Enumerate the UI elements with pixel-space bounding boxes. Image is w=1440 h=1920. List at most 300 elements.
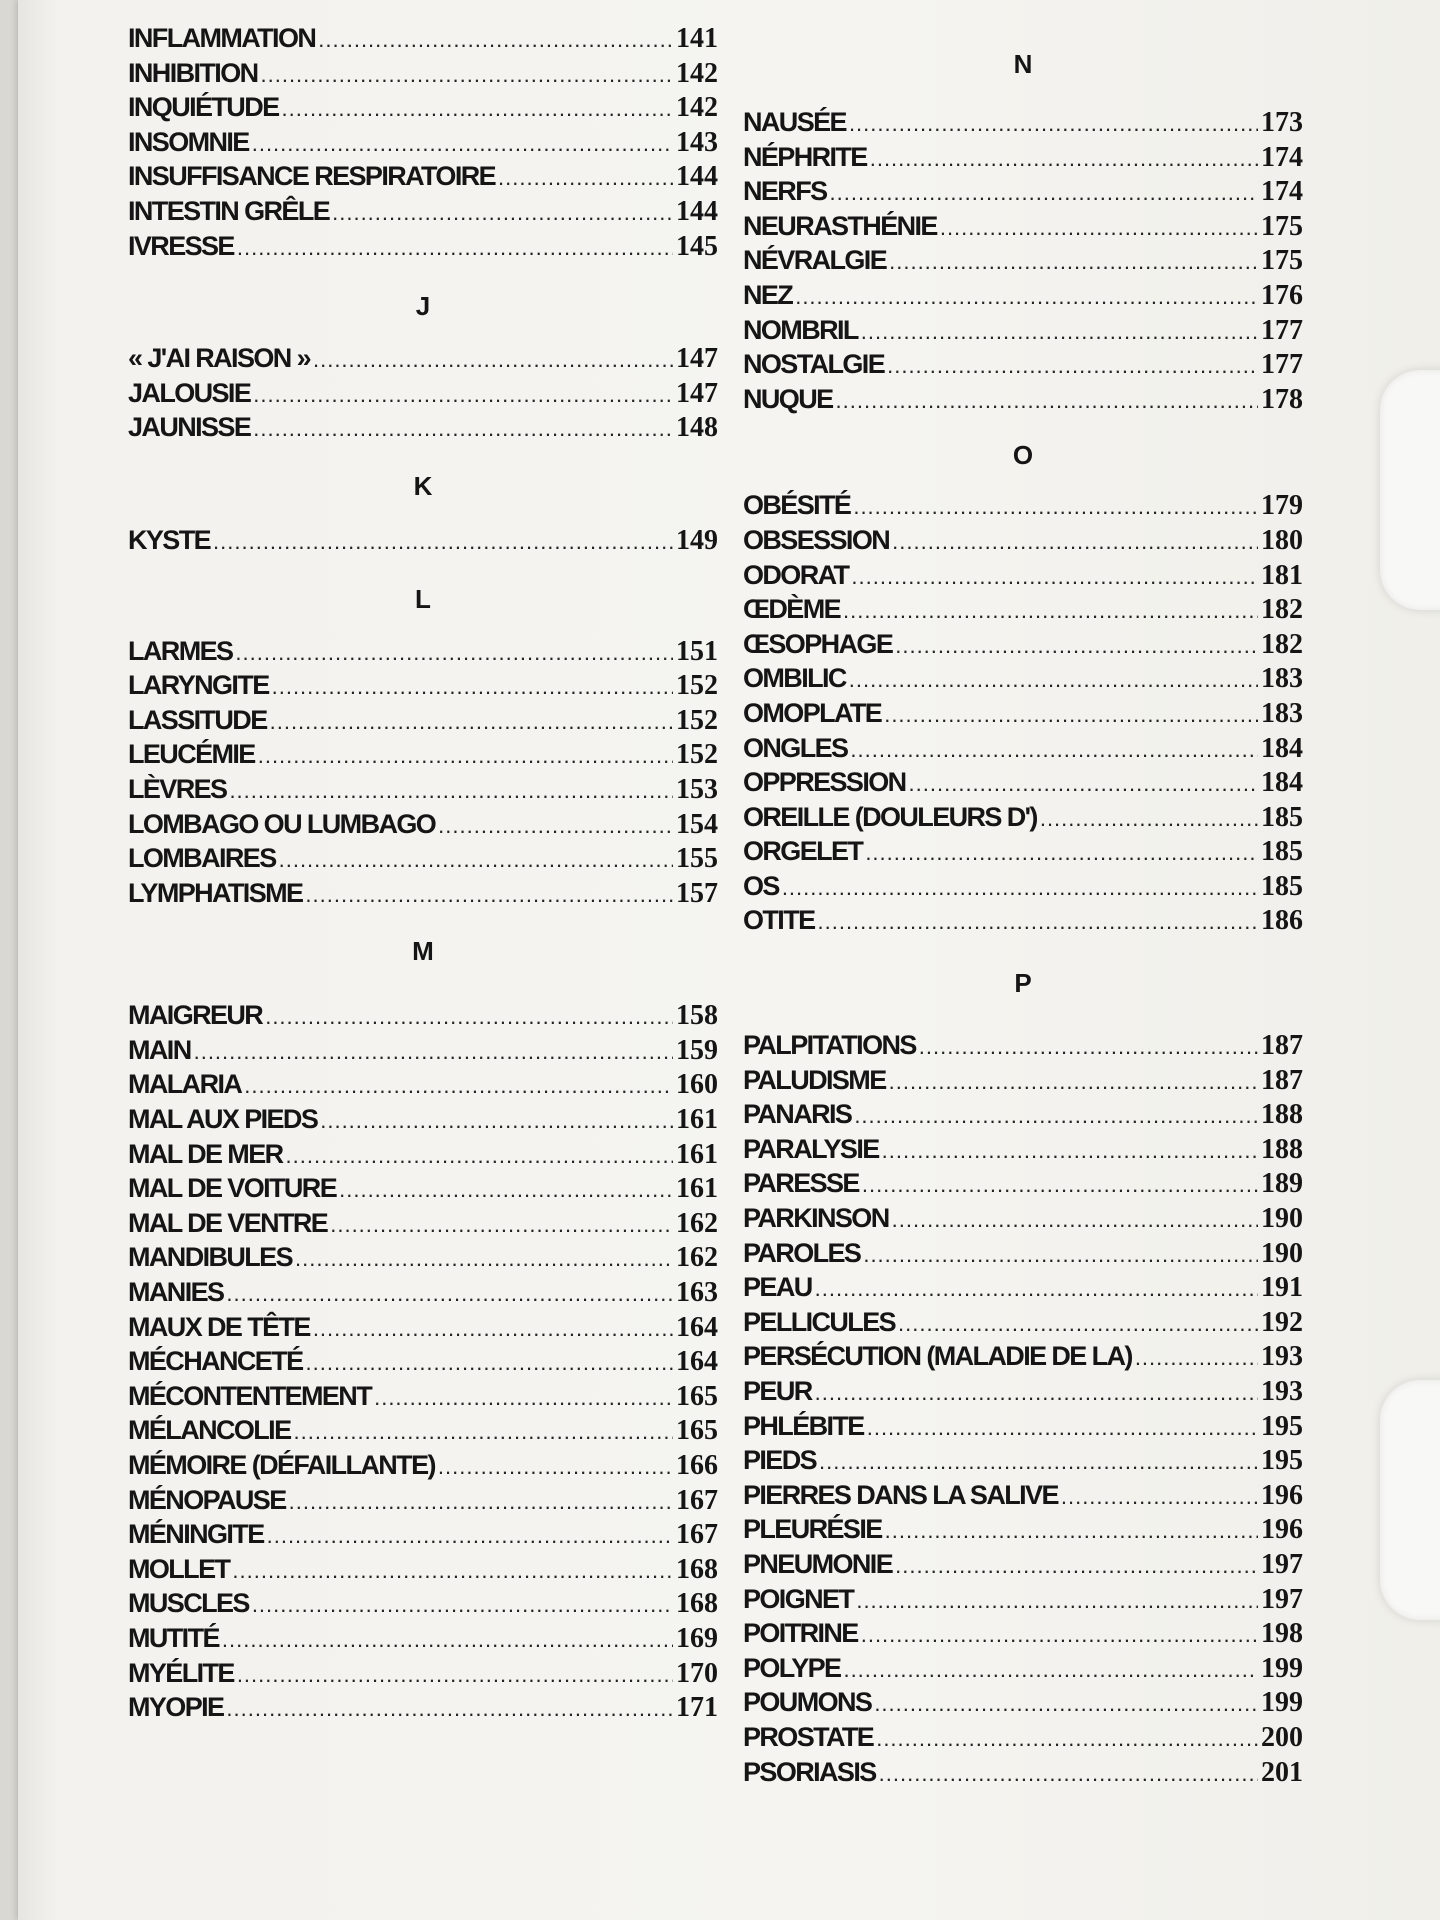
entry-page-number: 185 xyxy=(1261,870,1303,902)
entry-page-number: 165 xyxy=(676,1415,718,1447)
entry-term: MAIGREUR xyxy=(128,1000,263,1031)
entry-term: MÉCONTENTEMENT xyxy=(128,1380,372,1411)
dot-leader xyxy=(237,1658,673,1692)
dot-leader xyxy=(882,1134,1258,1168)
dot-leader xyxy=(295,1242,673,1276)
dot-leader xyxy=(1040,802,1258,836)
entry-term: OTITE xyxy=(743,905,815,936)
entry-page-number: 152 xyxy=(676,704,718,736)
entry-term: PAROLES xyxy=(743,1237,861,1268)
entry-page-number: 142 xyxy=(676,92,718,124)
index-entry xyxy=(128,1414,718,1449)
index-entry xyxy=(743,1029,1303,1064)
section-letter-o: O xyxy=(1012,440,1034,471)
entry-term: MÉLANCOLIE xyxy=(128,1415,291,1446)
index-entry xyxy=(128,342,718,377)
index-entry xyxy=(128,842,718,877)
index-entry xyxy=(128,1172,718,1207)
dot-leader xyxy=(898,1307,1258,1341)
entry-page-number: 189 xyxy=(1261,1168,1303,1200)
dot-leader xyxy=(895,629,1258,663)
entry-term: « J'AI RAISON » xyxy=(128,343,310,374)
entry-term: JALOUSIE xyxy=(128,377,251,408)
entry-page-number: 195 xyxy=(1261,1410,1303,1442)
entry-page-number: 154 xyxy=(676,808,718,840)
entry-page-number: 184 xyxy=(1261,767,1303,799)
entry-page-number: 143 xyxy=(676,126,718,158)
index-entry xyxy=(743,383,1303,418)
dot-leader xyxy=(892,1203,1258,1237)
dot-leader xyxy=(339,1173,673,1207)
entry-term: NOSTALGIE xyxy=(743,349,885,380)
dot-leader xyxy=(870,142,1258,176)
section-i xyxy=(128,22,718,264)
dot-leader xyxy=(815,1272,1258,1306)
entry-term: MÉNOPAUSE xyxy=(128,1484,286,1515)
entry-page-number: 148 xyxy=(676,412,718,444)
dot-leader xyxy=(265,1000,673,1034)
entry-term: PNEUMONIE xyxy=(743,1548,893,1579)
index-entry xyxy=(743,766,1303,801)
entry-page-number: 141 xyxy=(676,23,718,54)
dot-leader xyxy=(854,1099,1258,1133)
index-entry xyxy=(128,877,718,912)
section-letter-k: K xyxy=(413,470,433,501)
entry-term: LASSITUDE xyxy=(128,704,267,735)
entry-page-number: 173 xyxy=(1261,107,1303,138)
index-entry xyxy=(128,773,718,808)
entry-term: POUMONS xyxy=(743,1687,872,1718)
index-entry xyxy=(743,314,1303,349)
dot-leader xyxy=(252,1588,673,1622)
entry-term: JAUNISSE xyxy=(128,412,251,443)
entry-term: INSUFFISANCE RESPIRATOIRE xyxy=(128,161,496,192)
dot-leader xyxy=(286,1139,673,1173)
entry-page-number: 182 xyxy=(1261,628,1303,660)
entry-term: MAL DE MER xyxy=(128,1138,283,1169)
entry-page-number: 175 xyxy=(1261,210,1303,242)
index-entry xyxy=(743,1479,1303,1514)
index-entry xyxy=(743,904,1303,939)
index-entry xyxy=(128,1484,718,1519)
dot-leader xyxy=(919,1030,1258,1064)
dot-leader xyxy=(889,245,1258,279)
entry-page-number: 196 xyxy=(1261,1514,1303,1546)
index-entry xyxy=(128,1553,718,1588)
dot-leader xyxy=(313,1312,673,1346)
dot-leader xyxy=(815,1376,1258,1410)
entry-page-number: 171 xyxy=(676,1692,718,1724)
index-entry xyxy=(743,1583,1303,1618)
entry-term: OS xyxy=(743,870,779,901)
entry-term: MAUX DE TÊTE xyxy=(128,1311,310,1342)
dot-leader xyxy=(252,127,673,161)
dot-leader xyxy=(282,92,673,126)
book-page xyxy=(18,0,1440,1920)
index-entry xyxy=(128,999,718,1034)
entry-term: OREILLE (DOULEURS D') xyxy=(743,801,1037,832)
index-entry xyxy=(743,106,1303,141)
index-entry xyxy=(743,279,1303,314)
entry-page-number: 185 xyxy=(1261,801,1303,833)
index-entry xyxy=(743,1340,1303,1375)
index-entry xyxy=(743,1375,1303,1410)
index-entry xyxy=(743,801,1303,836)
entry-page-number: 181 xyxy=(1261,559,1303,591)
dot-leader xyxy=(853,490,1258,524)
index-entry xyxy=(128,1449,718,1484)
index-entry xyxy=(743,1271,1303,1306)
entry-page-number: 161 xyxy=(676,1104,718,1136)
dot-leader xyxy=(830,176,1258,210)
entry-term: NÉPHRITE xyxy=(743,141,867,172)
index-entry xyxy=(743,1756,1303,1791)
index-entry xyxy=(128,808,718,843)
entry-page-number: 174 xyxy=(1261,176,1303,208)
entry-page-number: 161 xyxy=(676,1173,718,1205)
index-entry xyxy=(743,870,1303,905)
entry-term: POITRINE xyxy=(743,1618,858,1649)
dot-leader xyxy=(843,1653,1258,1687)
entry-term: PERSÉCUTION (MALADIE DE LA) xyxy=(743,1341,1132,1372)
dot-leader xyxy=(253,378,673,412)
entry-page-number: 184 xyxy=(1261,732,1303,764)
entry-term: OBÉSITÉ xyxy=(743,490,851,521)
dot-leader xyxy=(940,211,1258,245)
dot-leader xyxy=(782,871,1258,905)
dot-leader xyxy=(1061,1480,1258,1514)
entry-page-number: 199 xyxy=(1261,1687,1303,1719)
index-entry xyxy=(128,1311,718,1346)
entry-page-number: 149 xyxy=(676,524,718,556)
entry-term: MANIES xyxy=(128,1277,224,1308)
entry-term: MÉMOIRE (DÉFAILLANTE) xyxy=(128,1450,435,1480)
index-entry xyxy=(128,195,718,230)
entry-page-number: 152 xyxy=(676,739,718,771)
index-entry xyxy=(128,377,718,412)
entry-term: MUSCLES xyxy=(128,1588,249,1619)
entry-term: OMBILIC xyxy=(743,663,846,694)
entry-page-number: 168 xyxy=(676,1588,718,1620)
dot-leader xyxy=(267,1519,673,1553)
entry-term: POIGNET xyxy=(743,1583,854,1614)
entry-page-number: 193 xyxy=(1261,1376,1303,1407)
index-entry xyxy=(128,704,718,739)
dot-leader xyxy=(330,1208,673,1242)
index-entry xyxy=(743,1237,1303,1272)
dot-leader xyxy=(909,767,1258,801)
entry-term: MOLLET xyxy=(128,1553,230,1584)
entry-page-number: 153 xyxy=(676,773,718,805)
entry-page-number: 193 xyxy=(1261,1341,1303,1373)
entry-page-number: 179 xyxy=(1261,490,1303,522)
index-entry xyxy=(743,1444,1303,1479)
entry-page-number: 187 xyxy=(1261,1030,1303,1062)
entry-term: ŒSOPHAGE xyxy=(743,628,893,659)
entry-page-number: 152 xyxy=(676,670,718,702)
index-entry xyxy=(743,1064,1303,1099)
entry-term: ONGLES xyxy=(743,732,848,763)
entry-page-number: 160 xyxy=(676,1069,718,1101)
section-p xyxy=(743,963,1303,1790)
index-entry xyxy=(128,1587,718,1622)
entry-term: LARMES xyxy=(128,635,233,666)
entry-page-number: 183 xyxy=(1261,663,1303,695)
index-entry xyxy=(743,175,1303,210)
index-entry xyxy=(743,1721,1303,1756)
dot-leader xyxy=(306,1346,673,1380)
index-entry xyxy=(128,1518,718,1553)
entry-page-number: 195 xyxy=(1261,1445,1303,1477)
index-entry xyxy=(128,1207,718,1242)
entry-page-number: 188 xyxy=(1261,1133,1303,1165)
index-entry xyxy=(743,697,1303,732)
index-entry xyxy=(743,1306,1303,1341)
dot-leader xyxy=(498,161,673,195)
entry-page-number: 175 xyxy=(1261,245,1303,277)
index-entry xyxy=(128,91,718,126)
dot-leader xyxy=(194,1035,673,1069)
entry-page-number: 176 xyxy=(1261,279,1303,311)
index-entry xyxy=(743,628,1303,663)
dot-leader xyxy=(819,1445,1258,1479)
entry-term: MAL AUX PIEDS xyxy=(128,1104,318,1135)
entry-page-number: 167 xyxy=(676,1519,718,1551)
dot-leader xyxy=(261,58,674,92)
section-j xyxy=(128,286,718,446)
index-column-left xyxy=(128,22,718,1726)
entry-page-number: 177 xyxy=(1261,349,1303,381)
entry-term: LOMBAGO OU LUMBAGO xyxy=(128,808,436,839)
entry-term: OPPRESSION xyxy=(743,767,906,798)
entry-term: INSOMNIE xyxy=(128,126,249,157)
entry-term: NÉVRALGIE xyxy=(743,245,887,276)
entry-term: MAIN xyxy=(128,1034,191,1065)
entry-page-number: 164 xyxy=(676,1311,718,1343)
index-entry xyxy=(128,411,718,446)
section-letter-n: N xyxy=(1013,49,1033,79)
dot-leader xyxy=(843,594,1258,628)
dot-leader xyxy=(849,107,1258,141)
section-o xyxy=(743,435,1303,939)
dot-leader xyxy=(861,315,1258,349)
entry-term: PEAU xyxy=(743,1272,812,1303)
dot-leader xyxy=(258,739,673,773)
entry-term: PLEURÉSIE xyxy=(743,1514,882,1545)
dot-leader xyxy=(887,349,1258,383)
entry-term: PANARIS xyxy=(743,1099,852,1130)
entry-page-number: 190 xyxy=(1261,1203,1303,1235)
entry-page-number: 151 xyxy=(676,635,718,667)
dot-leader xyxy=(892,525,1258,559)
entry-term: LOMBAIRES xyxy=(128,843,276,874)
index-entry xyxy=(743,559,1303,594)
entry-page-number: 161 xyxy=(676,1138,718,1170)
entry-term: NEURASTHÉNIE xyxy=(743,210,937,241)
index-entry xyxy=(128,524,718,559)
dot-leader xyxy=(885,1514,1258,1548)
entry-page-number: 162 xyxy=(676,1242,718,1274)
entry-term: MAL DE VOITURE xyxy=(128,1173,337,1204)
entry-page-number: 144 xyxy=(676,161,718,193)
entry-term: PALPITATIONS xyxy=(743,1030,916,1061)
entry-page-number: 168 xyxy=(676,1553,718,1585)
dot-leader xyxy=(438,809,673,843)
index-entry xyxy=(743,1202,1303,1237)
index-entry xyxy=(128,1138,718,1173)
index-entry xyxy=(743,593,1303,628)
entry-page-number: 197 xyxy=(1261,1548,1303,1580)
entry-page-number: 201 xyxy=(1261,1756,1303,1788)
dot-leader xyxy=(1135,1341,1258,1375)
index-column-right xyxy=(743,44,1303,1790)
entry-page-number: 147 xyxy=(676,377,718,409)
entry-page-number: 142 xyxy=(676,57,718,89)
entry-page-number: 170 xyxy=(676,1657,718,1689)
entry-page-number: 159 xyxy=(676,1034,718,1066)
entry-page-number: 192 xyxy=(1261,1306,1303,1338)
entry-page-number: 180 xyxy=(1261,524,1303,556)
index-entry xyxy=(128,1622,718,1657)
dot-leader xyxy=(272,670,673,704)
index-entry xyxy=(743,348,1303,383)
index-entry xyxy=(128,738,718,773)
entry-page-number: 164 xyxy=(676,1346,718,1378)
entry-page-number: 177 xyxy=(1261,314,1303,346)
binder-tab-top xyxy=(1380,370,1440,610)
dot-leader xyxy=(876,1722,1258,1756)
dot-leader xyxy=(863,1238,1258,1272)
index-entry xyxy=(128,160,718,195)
index-entry xyxy=(128,1657,718,1692)
entry-page-number: 191 xyxy=(1261,1272,1303,1304)
dot-leader xyxy=(237,231,673,265)
entry-page-number: 182 xyxy=(1261,594,1303,626)
entry-page-number: 196 xyxy=(1261,1479,1303,1511)
entry-page-number: 198 xyxy=(1261,1618,1303,1650)
entry-term: PHLÉBITE xyxy=(743,1410,864,1441)
dot-leader xyxy=(374,1381,673,1415)
section-letter-l: L xyxy=(415,583,431,614)
entry-term: KYSTE xyxy=(128,524,211,555)
dot-leader xyxy=(862,1168,1258,1202)
index-entry xyxy=(743,835,1303,870)
entry-term: MÉNINGITE xyxy=(128,1519,264,1550)
entry-term: OBSESSION xyxy=(743,524,890,555)
index-entry xyxy=(743,1167,1303,1202)
dot-leader xyxy=(235,636,673,670)
index-entry xyxy=(743,524,1303,559)
entry-term: PARESSE xyxy=(743,1168,859,1199)
entry-term: MAL DE VENTRE xyxy=(128,1207,328,1238)
entry-page-number: 178 xyxy=(1261,383,1303,415)
entry-page-number: 155 xyxy=(676,843,718,875)
dot-leader xyxy=(836,384,1258,418)
dot-leader xyxy=(253,412,673,446)
entry-term: PALUDISME xyxy=(743,1064,886,1095)
index-entry xyxy=(743,244,1303,279)
entry-term: NUQUE xyxy=(743,383,833,414)
index-entry xyxy=(128,1103,718,1138)
index-entry xyxy=(743,489,1303,524)
dot-leader xyxy=(849,663,1258,697)
index-entry xyxy=(128,1241,718,1276)
dot-leader xyxy=(818,905,1259,939)
entry-page-number: 188 xyxy=(1261,1099,1303,1131)
dot-leader xyxy=(332,196,673,230)
entry-page-number: 190 xyxy=(1261,1237,1303,1269)
entry-term: POLYPE xyxy=(743,1652,841,1683)
index-entry xyxy=(128,635,718,670)
index-entry xyxy=(743,732,1303,767)
entry-term: MALARIA xyxy=(128,1069,242,1100)
dot-leader xyxy=(895,1549,1258,1583)
entry-term: LÈVRES xyxy=(128,773,227,804)
dot-leader xyxy=(313,343,673,377)
entry-page-number: 200 xyxy=(1261,1721,1303,1753)
entry-page-number: 147 xyxy=(676,343,718,375)
dot-leader xyxy=(289,1485,673,1519)
entry-page-number: 186 xyxy=(1261,905,1303,937)
entry-term: PARALYSIE xyxy=(743,1133,879,1164)
index-entry xyxy=(128,1691,718,1726)
entry-term: MÉCHANCETÉ xyxy=(128,1346,303,1377)
index-entry xyxy=(743,662,1303,697)
entry-term: PEUR xyxy=(743,1376,812,1406)
entry-term: MYOPIE xyxy=(128,1692,224,1723)
dot-leader xyxy=(318,23,673,57)
dot-leader xyxy=(874,1687,1258,1721)
dot-leader xyxy=(865,836,1258,870)
section-n xyxy=(743,44,1303,417)
dot-leader xyxy=(222,1623,673,1657)
dot-leader xyxy=(879,1757,1258,1791)
index-entry xyxy=(128,1068,718,1103)
dot-leader xyxy=(856,1584,1258,1618)
entry-page-number: 157 xyxy=(676,877,718,909)
index-entry xyxy=(743,1410,1303,1445)
section-letter-p: P xyxy=(1014,968,1032,999)
dot-leader xyxy=(305,878,673,912)
entry-term: NERFS xyxy=(743,176,827,207)
entry-term: IVRESSE xyxy=(128,230,234,261)
dot-leader xyxy=(232,1554,673,1588)
entry-page-number: 199 xyxy=(1261,1652,1303,1684)
entry-page-number: 162 xyxy=(676,1207,718,1239)
binder-tab-bottom xyxy=(1380,1380,1440,1620)
dot-leader xyxy=(226,1277,673,1311)
entry-term: NAUSÉE xyxy=(743,107,846,137)
entry-term: LEUCÉMIE xyxy=(128,739,255,770)
entry-term: PARKINSON xyxy=(743,1203,889,1234)
section-letter-j: J xyxy=(415,291,431,322)
entry-term: MUTITÉ xyxy=(128,1622,219,1653)
index-entry xyxy=(128,126,718,161)
entry-term: INQUIÉTUDE xyxy=(128,92,279,123)
dot-leader xyxy=(867,1411,1258,1445)
entry-term: MYÉLITE xyxy=(128,1657,234,1688)
index-entry xyxy=(743,1652,1303,1687)
index-entry xyxy=(128,1034,718,1069)
dot-leader xyxy=(229,774,673,808)
entry-term: ŒDÈME xyxy=(743,594,841,625)
dot-leader xyxy=(320,1104,673,1138)
index-entry xyxy=(743,1133,1303,1168)
entry-term: LYMPHATISME xyxy=(128,877,303,908)
entry-page-number: 169 xyxy=(676,1622,718,1654)
entry-term: MANDIBULES xyxy=(128,1242,292,1273)
entry-page-number: 185 xyxy=(1261,836,1303,868)
